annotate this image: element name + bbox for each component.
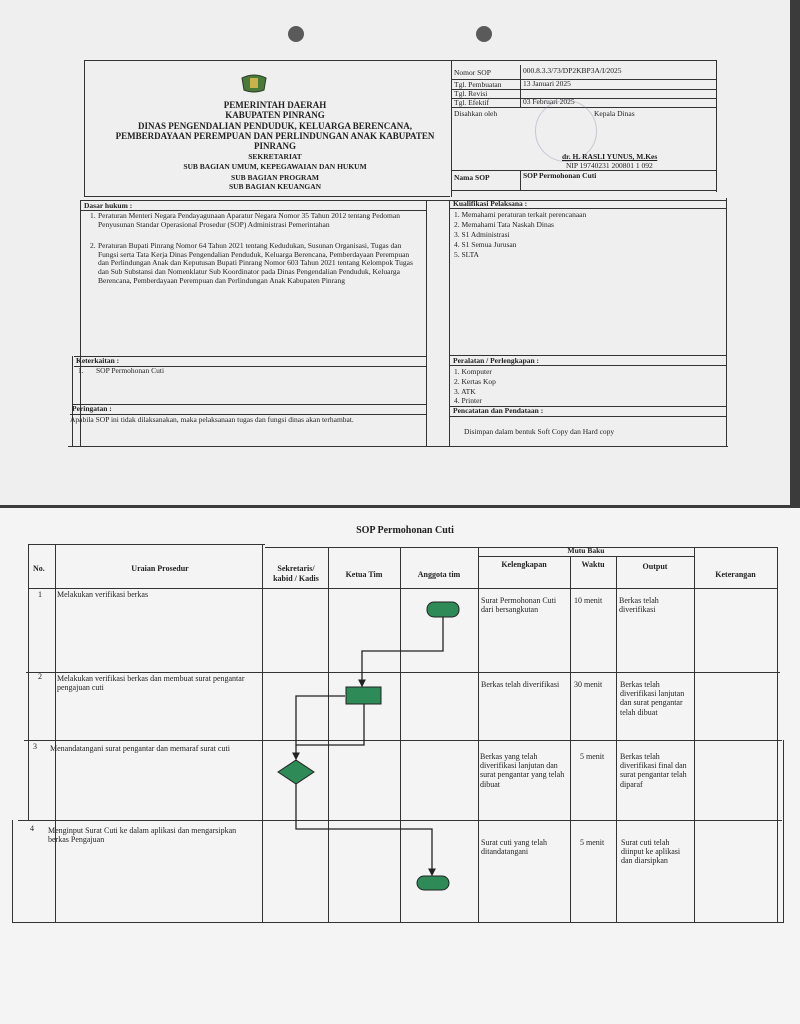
col-anggota-header: Anggota tim (417, 570, 461, 579)
pembuatan-label: Tgl. Pembuatan (454, 80, 502, 89)
row-kelengkapan: Berkas telah diverifikasi (481, 680, 560, 689)
nama-sop-value: SOP Permohonan Cuti (523, 171, 597, 180)
revisi-label: Tgl. Revisi (454, 89, 488, 98)
peralatan-item: 3. ATK (454, 387, 476, 396)
keterkaitan-num: 1. (78, 366, 84, 375)
signer-name: dr. H. RASLI YUNUS, M.Kes (562, 152, 658, 161)
kualifikasi-title: Kualifikasi Pelaksana : (453, 199, 528, 208)
col-ketua-header: Ketua Tim (345, 570, 383, 579)
kualifikasi-item: 4. S1 Semua Jurusan (454, 240, 517, 249)
dasar-hukum-title: Dasar hukum : (84, 201, 133, 210)
row-kelengkapan: Surat cuti yang telah ditandatangani (481, 838, 547, 857)
punch-hole (288, 26, 304, 42)
sop-flow-page (0, 508, 800, 1024)
keterkaitan-item: SOP Permohonan Cuti (96, 366, 165, 375)
kualifikasi-item: 2. Memahami Tata Naskah Dinas (454, 220, 554, 229)
row-no: 1 (38, 590, 42, 599)
start-terminator (427, 602, 459, 617)
kepala-label: Kepala Dinas (594, 109, 635, 118)
flow-title: SOP Permohonan Cuti (356, 525, 454, 536)
kualifikasi-item: 3. S1 Administrasi (454, 230, 510, 239)
peralatan-item: 4. Printer (454, 396, 482, 405)
flow-arrow (296, 784, 432, 875)
signer-nip: NIP 19740231 200801 1 092 (566, 161, 653, 170)
row-waktu: 5 menit (580, 752, 605, 761)
row-waktu: 5 menit (580, 838, 605, 847)
col-output-header: Output (642, 562, 668, 571)
decision-diamond (278, 760, 314, 784)
punch-hole (476, 26, 492, 42)
row-kelengkapan: Berkas yang telah diverifikasi lanjutan dan surat pengantar yang telah dibuat (480, 752, 565, 789)
col-sekretaris-header: Sekretaris/ (277, 564, 315, 573)
disahkan-label: Disahkan oleh (454, 109, 498, 118)
col-keterangan-header: Keterangan (715, 570, 756, 579)
pencatatan-text: Disimpan dalam bentuk Soft Copy dan Hard copy (464, 427, 615, 436)
dept-line2: PEMBERDAYAAN PEREMPUAN DAN PERLINDUNGAN ANAK KABUPATEN (115, 131, 435, 141)
col-waktu-header: Waktu (581, 560, 605, 569)
row-no: 2 (38, 672, 42, 681)
col-uraian-header: Uraian Prosedur (131, 564, 189, 573)
row-output: Berkas telah diverifikasi final dan surat pengantar telah diparaf (620, 752, 687, 789)
peringatan-text: Apabila SOP ini tidak dilaksanakan, maka pelaksanaan tugas dan fungsi dinas akan terhambat. (70, 415, 354, 424)
dasar-hukum-item-1: Peraturan Menteri Negara Pendayagunaan Aparatur Negara Nomor 35 Tahun 2012 tentang Pedoman Penyusunan Standar Operasional Prosedur (SOP) Administrasi Pemerintahan (98, 211, 400, 229)
peralatan-item: 2. Kertas Kop (454, 377, 496, 386)
col-kelengkapan-header: Kelengkapan (501, 560, 547, 569)
row-output: Berkas telah diverifikasi (619, 596, 659, 615)
dept-line1: DINAS PENGENDALIAN PENDUDUK, KELUARGA BERENCANA, (137, 121, 413, 131)
org-line2: KABUPATEN PINRANG (225, 110, 325, 120)
process-box (346, 687, 381, 704)
keterkaitan-title: Keterkaitan : (76, 356, 120, 365)
pembuatan-value: 13 Januari 2025 (523, 79, 571, 88)
efektif-label: Tgl. Efektif (454, 98, 489, 107)
row-no: 3 (33, 742, 37, 751)
peringatan-title: Peringatan : (72, 404, 112, 413)
kualifikasi-item: 1. Memahami peraturan terkait perencanaan (454, 210, 587, 219)
col-no-header: No. (33, 564, 45, 573)
unit-line1: SEKRETARIAT (248, 152, 302, 161)
nomor-label: Nomor SOP (454, 68, 491, 77)
peralatan-item: 1. Komputer (454, 367, 492, 376)
unit-line2: SUB BAGIAN UMUM, KEPEGAWAIAN DAN HUKUM (183, 162, 367, 171)
row-uraian: Menandatangani surat pengantar dan memaraf surat cuti (50, 744, 230, 753)
unit-line4: SUB BAGIAN KEUANGAN (228, 182, 322, 191)
row-uraian: Melakukan verifikasi berkas dan membuat surat pengantar pengajuan cuti (57, 674, 245, 693)
row-no: 4 (30, 824, 34, 833)
peralatan-title: Peralatan / Perlengkapan : (453, 356, 540, 365)
row-uraian: Menginput Surat Cuti ke dalam aplikasi dan mengarsipkan berkas Pengajuan (48, 826, 237, 845)
nama-sop-label: Nama SOP (454, 173, 490, 182)
row-waktu: 10 menit (574, 596, 603, 605)
row-uraian: Melakukan verifikasi berkas (57, 590, 149, 599)
efektif-value: 03 Februari 2025 (523, 97, 575, 106)
row-output: Surat cuti telah diinput ke aplikasi dan diarsipkan (621, 838, 681, 866)
dept-line3: PINRANG (254, 141, 296, 151)
end-terminator (417, 876, 449, 890)
sop-cover-page: PEMERINTAH DAERAH KABUPATEN PINRANG DINAS PENGENDALIAN PENDUDUK, KELUARGA BERENCANA, PEMBERDAYAAN PEREMPUAN DAN PERLINDUNGAN ANAK KABUPATEN PINRANG SEKRETARIAT SUB BAGIAN UMUM, KEPEGAWAIAN DAN HUKUM SUB BAGIAN PROGRAM SUB BAGIAN KEUANGAN Nomor SOP 000.8.3.3/73/DP2KBP3A/I/2025 Tgl. Pembuatan 13 Januari 2025 Tgl. Revisi Tgl. Efektif 03 Februari 2025 Disahkan oleh Kepala Dinas dr. H. RASLI YUNUS, M.Kes NIP 19740231 200801 1 092 Nama SOP SOP Permohonan Cuti Dasar hukum : 1. Peraturan Menteri Negara Pendayagunaan Aparatur Negara Nomor 35 Tahun 2012 tentang Pedoman Penyusunan Standar Operasional Prosedur (SOP) Administrasi Pemerintahan 2. Peraturan Bupati Pinrang Nomor 64 Tahun 2021 tentang Kedudukan, Susunan Organisasi, Tugas dan Fungsi serta Tata Kerja Dinas Pengendalian Penduduk, Keluarga Berencana, Pemberdayaan Perempuan dan Perlindungan Anak dan Keputusan Bupati Pinrang Nomor 603 Tahun 2021 tentang Kelompok Tugas dan Sub Substansi dan Nomenklatur Sub Koordinator pada Dinas Pengendalian Penduduk, Keluarga Berencana, Pemberdayaan Perempuan dan Perlindungan Anak Kabupaten Pinrang Kualifikasi Pelaksana : 1. Memahami peraturan terkait perencanaan 2. Memahami Tata Naskah Dinas 3. S1 Administrasi 4. S1 Semua Jurusan 5. SLTA Keterkaitan : 1. SOP Permohonan Cuti Peralatan / Perlengkapan : 1. Komputer 2. Kertas Kop 3. ATK 4. Printer Peringatan : Apabila SOP ini tidak dilaksanakan, maka pelaksanaan tugas dan fungsi dinas akan terhambat. Pencatatan dan Pendataan : Disimpan dalam bentuk Soft Copy dan Hard copy (0, 0, 790, 505)
org-line1: PEMERINTAH DAERAH (223, 100, 327, 110)
regency-emblem-icon (240, 72, 268, 94)
row-kelengkapan: Surat Permohonan Cuti dari bersangkutan (481, 596, 557, 615)
flow-arrow (362, 617, 443, 686)
flowchart (0, 508, 800, 1024)
mutu-baku-header: Mutu Baku (567, 546, 605, 555)
pencatatan-title: Pencatatan dan Pendataan : (453, 406, 544, 415)
nomor-value: 000.8.3.3/73/DP2KBP3A/I/2025 (523, 66, 622, 75)
dasar-hukum-item-2: Peraturan Bupati Pinrang Nomor 64 Tahun 2021 tentang Kedudukan, Susunan Organisasi, Tugas dan Fungsi serta Tata Kerja Dinas Pengendalian Penduduk, Keluarga Berencana, Pemberdayaan Perempuan dan Perlindungan Anak dan Keputusan Bupati Pinrang Nomor 603 Tahun 2021 tentang Kelompok Tugas dan Sub Substansi dan Nomenklatur Sub Koordinator pada Dinas Pengendalian Penduduk, Keluarga Berencana, Pemberdayaan Perempuan dan Perlindungan Anak Kabupaten Pinrang (98, 241, 413, 285)
row-waktu: 30 menit (574, 680, 603, 689)
col-kabid-header: kabid / Kadis (273, 574, 319, 583)
row-output: Berkas telah diverifikasi lanjutan dan surat pengantar telah dibuat (620, 680, 685, 717)
unit-line3: SUB BAGIAN PROGRAM (231, 173, 319, 182)
kualifikasi-item: 5. SLTA (454, 250, 479, 259)
